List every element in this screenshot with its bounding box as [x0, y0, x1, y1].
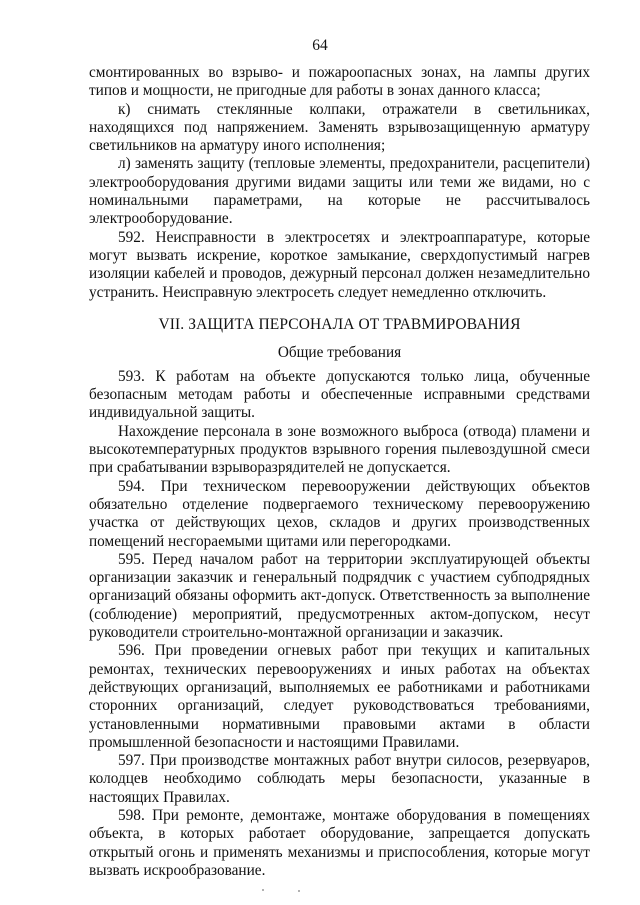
paragraph-594: 594. При техническом перевооружении действующих объектов обязательно отделение подвергаемого техническому перевооружению участка от действующих цехов, складов и других производственных помещений несгораемыми щитами или перегородками.	[89, 477, 590, 550]
paragraph-item-k: к) снимать стеклянные колпаки, отражатели в светильниках, находящихся под напряжением. Заменять взрывозащищенную арматуру светильников на арматуру иного исполнения;	[89, 100, 590, 155]
paragraph-item-l: л) заменять защиту (тепловые элементы, предохранители, расцепители) электрооборудования другими видами защиты или теми же видами, но с номинальными параметрами, на которые не рассчитывалось электрооборудование.	[89, 155, 590, 228]
paragraph-598: 598. При ремонте, демонтаже, монтаже оборудования в помещениях объекта, в которых работает оборудование, запрещается допускать открытый огонь и применять механизмы и приспособления, которые могут вызвать искрообразование.	[89, 806, 590, 879]
paragraph-592: 592. Неисправности в электросетях и электроаппаратуре, которые могут вызвать искрение, короткое замыкание, сверхдопустимый нагрев изоляции кабелей и проводов, дежурный персонал должен незамедлительно устранить. Неисправную электросеть следует немедленно отключить.	[89, 228, 590, 301]
subsection-heading: Общие требования	[277, 343, 402, 361]
document-body	[89, 64, 590, 880]
scan-speck	[298, 890, 300, 892]
paragraph-continuation: смонтированных во взрыво- и пожароопасных зонах, на лампы других типов и мощности, не пригодные для работы в зонах данного класса;	[89, 64, 590, 100]
paragraph-593-continued: Нахождение персонала в зоне возможного выброса (отвода) пламени и высокотемпературных продуктов взрывного горения пылевоздушной смеси при срабатывании взрыворазрядителей не допускается.	[89, 422, 590, 477]
paragraph-593: 593. К работам на объекте допускаются только лица, обученные безопасным методам работы и обеспеченные исправными средствами индивидуальной защиты.	[89, 367, 590, 422]
scan-speck	[262, 889, 264, 891]
section-heading: VII. ЗАЩИТА ПЕРСОНАЛА ОТ ТРАВМИРОВАНИЯ	[158, 315, 521, 333]
page-number: 64	[312, 37, 328, 54]
paragraph-597: 597. При производстве монтажных работ внутри силосов, резервуаров, колодцев необходимо соблюдать меры безопасности, указанные в настоящих Правилах.	[89, 752, 590, 806]
paragraph-596: 596. При проведении огневых работ при текущих и капитальных ремонтах, технических перевооружениях и иных работах на объектах действующих организаций, выполняемых ее работниками и работниками сторонних организаций, следует руководствоваться требованиями, установленными нормативными правовыми актами в области промышленной безопасности и настоящими Правилами.	[89, 642, 590, 751]
paragraph-595: 595. Перед началом работ на территории эксплуатирующей объекты организации заказчик и генеральный подрядчик с участием субподрядных организаций обязаны оформить акт-допуск. Ответственность за выполнение (соблюдение) мероприятий, предусмотренных актом-допуском, несут руководители строительно-монтажной организации и заказчик.	[89, 550, 590, 642]
